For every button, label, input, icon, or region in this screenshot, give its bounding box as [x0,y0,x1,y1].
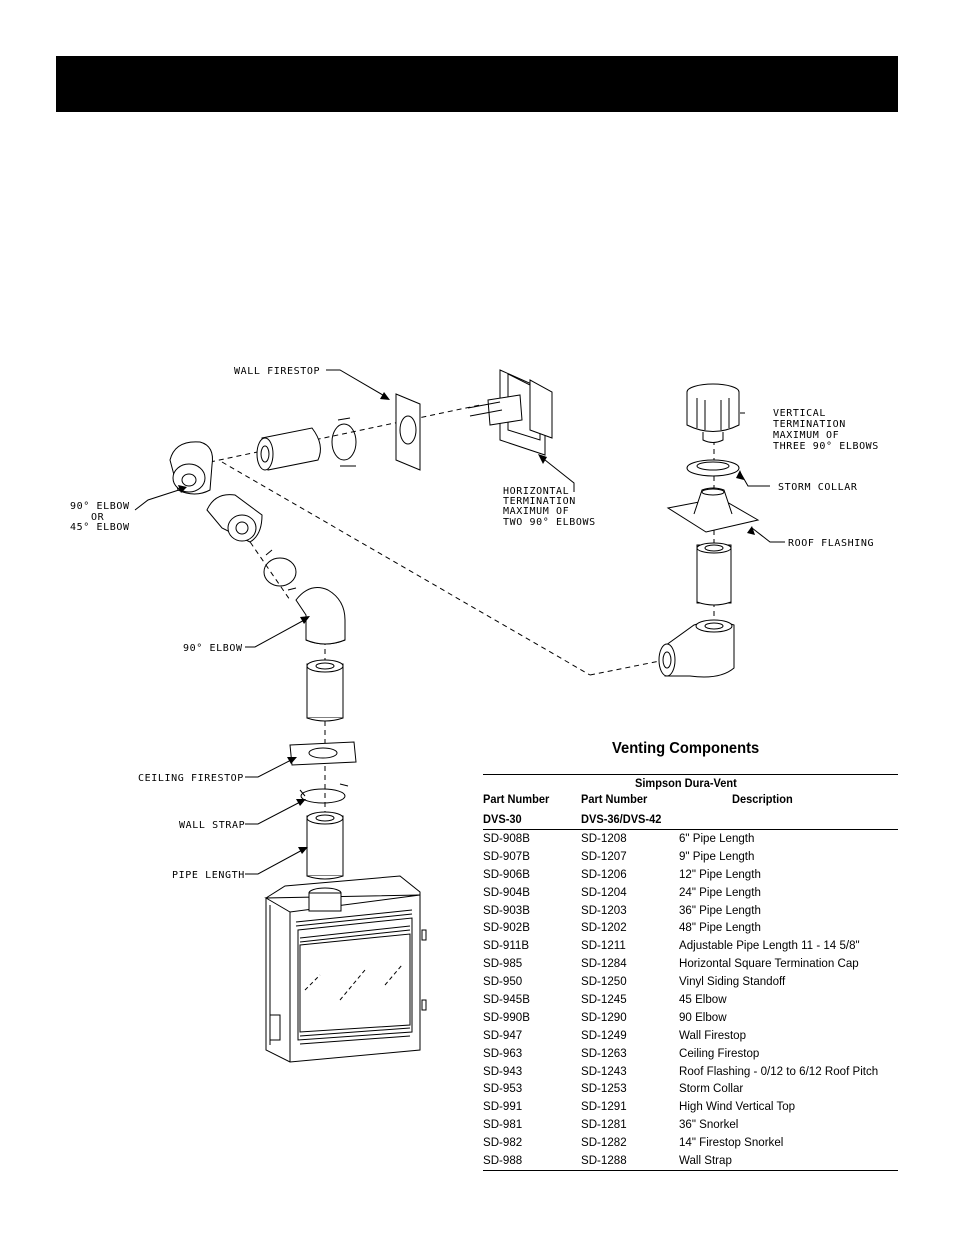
table-row [483,1080,898,1098]
label-vertical-termination-4: THREE 90° ELBOWS [773,441,879,452]
label-horizontal-termination-3: MAXIMUM OF [503,506,570,517]
label-wall-firestop: WALL FIRESTOP [234,366,321,377]
part-number-dvs36-42: SD-1250 [581,974,627,989]
part-number-dvs30: SD-906B [483,866,530,881]
part-description: 45 Elbow [679,992,727,1007]
part-description: Vinyl Siding Standoff [679,974,786,989]
part-number-dvs36-42: SD-1207 [581,848,627,863]
part-description: Adjustable Pipe Length 11 - 14 5/8" [679,938,860,953]
part-description: High Wind Vertical Top [679,1099,796,1114]
table-row [483,1027,898,1045]
table-row [483,1063,898,1081]
label-ceiling-firestop: CEILING FIRESTOP [138,773,244,784]
table-row [483,1152,898,1170]
pipe-length-lower [307,812,343,879]
header-model-dvs36-42: DVS-36/DVS-42 [581,812,662,826]
clamp-upper [332,418,356,466]
part-number-dvs30: SD-911B [483,938,530,953]
header-model-dvs30: DVS-30 [483,812,522,826]
fireplace [266,876,426,1062]
part-number-dvs30: SD-950 [483,974,523,989]
pipe-vertical-right [697,543,731,605]
part-number-dvs36-42: SD-1202 [581,920,627,935]
label-pipe-length: PIPE LENGTH [172,870,245,881]
part-description: Wall Strap [679,1153,732,1168]
part-number-dvs36-42: SD-1208 [581,831,627,845]
label-horizontal-termination-2: TERMINATION [503,496,576,507]
part-description: 12" Pipe Length [679,866,761,881]
table-row [483,937,898,955]
ceiling-firestop-plate [290,742,356,765]
pipe-horizontal [257,428,320,470]
table-row [483,1116,898,1134]
part-number-dvs30: SD-903B [483,902,530,917]
part-number-dvs30: SD-902B [483,920,530,935]
vertical-termination [687,384,739,443]
elbow-middle [296,588,345,644]
part-number-dvs36-42: SD-1206 [581,866,627,881]
pipe-angled-left [207,495,262,542]
part-number-dvs30: SD-982 [483,1135,523,1150]
part-number-dvs30: SD-990B [483,1009,530,1024]
header-part-number-1: Part Number [483,792,550,806]
table-row [483,884,898,902]
part-description: 90 Elbow [679,1009,727,1024]
header-part-number-2: Part Number [581,792,648,806]
label-elbow-90: 90° ELBOW [183,643,243,654]
part-number-dvs30: SD-985 [483,956,523,971]
label-storm-collar: STORM COLLAR [778,482,858,493]
table-row [483,973,898,991]
label-elbow-90-1: 90° ELBOW [70,501,130,512]
part-number-dvs36-42: SD-1288 [581,1153,627,1168]
part-description: 9" Pipe Length [679,848,755,863]
part-number-dvs36-42: SD-1249 [581,1027,627,1042]
part-number-dvs36-42: SD-1281 [581,1117,627,1132]
elbow-bottom-right [659,620,734,677]
table-row [483,1098,898,1116]
part-description: 36" Pipe Length [679,902,761,917]
part-description: Wall Firestop [679,1027,747,1042]
section-title: Venting Components [612,740,760,757]
table-body [483,830,898,1170]
pipe-vertical-middle [307,660,343,721]
table-bottom-rule [483,1170,898,1171]
label-vertical-termination-2: TERMINATION [773,419,846,430]
wall-firestop-plate [396,394,420,470]
part-description: Ceiling Firestop [679,1045,760,1060]
part-number-dvs36-42: SD-1253 [581,1081,627,1096]
roof-flashing [668,488,758,532]
label-roof-flashing: ROOF FLASHING [788,538,875,549]
table-row [483,848,898,866]
table-row [483,1134,898,1152]
part-number-dvs36-42: SD-1291 [581,1099,627,1114]
label-vertical-termination-1: VERTICAL [773,408,826,419]
part-number-dvs30: SD-943 [483,1063,523,1078]
part-number-dvs30: SD-991 [483,1099,523,1114]
part-number-dvs36-42: SD-1290 [581,1009,627,1024]
part-number-dvs30: SD-908B [483,831,530,845]
label-elbow-45: 45° ELBOW [70,522,130,533]
wall-strap-clamp [300,784,348,803]
part-description: 14" Firestop Snorkel [679,1135,784,1150]
part-number-dvs30: SD-981 [483,1117,523,1132]
part-number-dvs36-42: SD-1243 [581,1063,627,1078]
venting-components-table [483,774,898,1171]
part-description: Roof Flashing - 0/12 to 6/12 Roof Pitch [679,1063,879,1078]
part-description: 48" Pipe Length [679,920,761,935]
part-number-dvs36-42: SD-1284 [581,956,627,971]
storm-collar [687,460,739,476]
part-number-dvs36-42: SD-1263 [581,1045,627,1060]
table-row [483,1045,898,1063]
label-elbow-or: OR [91,512,105,523]
horizontal-termination-cap [468,370,552,455]
part-description: 36" Snorkel [679,1117,739,1132]
table-row [483,955,898,973]
part-description: 24" Pipe Length [679,884,761,899]
label-vertical-termination-3: MAXIMUM OF [773,430,840,441]
part-description: Horizontal Square Termination Cap [679,956,859,971]
part-number-dvs30: SD-904B [483,884,530,899]
clamp-middle [264,550,296,590]
label-horizontal-termination-1: HORIZONTAL [503,486,570,497]
part-number-dvs36-42: SD-1204 [581,884,627,899]
label-horizontal-termination-4: TWO 90° ELBOWS [503,517,596,528]
header-description: Description [732,792,793,806]
table-row [483,902,898,920]
table-header [483,775,898,829]
part-number-dvs30: SD-945B [483,992,530,1007]
part-number-dvs36-42: SD-1245 [581,992,627,1007]
header-brand: Simpson Dura-Vent [635,776,737,790]
elbow-top-left [170,442,213,494]
part-number-dvs30: SD-988 [483,1153,523,1168]
part-number-dvs30: SD-953 [483,1081,523,1096]
part-number-dvs36-42: SD-1282 [581,1135,627,1150]
table-row [483,991,898,1009]
table-row [483,1009,898,1027]
part-number-dvs30: SD-907B [483,848,530,863]
part-number-dvs30: SD-963 [483,1045,523,1060]
part-number-dvs36-42: SD-1211 [581,938,626,953]
label-wall-strap: WALL STRAP [179,820,246,831]
table-row [483,830,898,848]
part-description: 6" Pipe Length [679,831,755,845]
table-row [483,919,898,937]
part-number-dvs36-42: SD-1203 [581,902,627,917]
part-number-dvs30: SD-947 [483,1027,523,1042]
part-description: Storm Collar [679,1081,744,1096]
table-row [483,866,898,884]
